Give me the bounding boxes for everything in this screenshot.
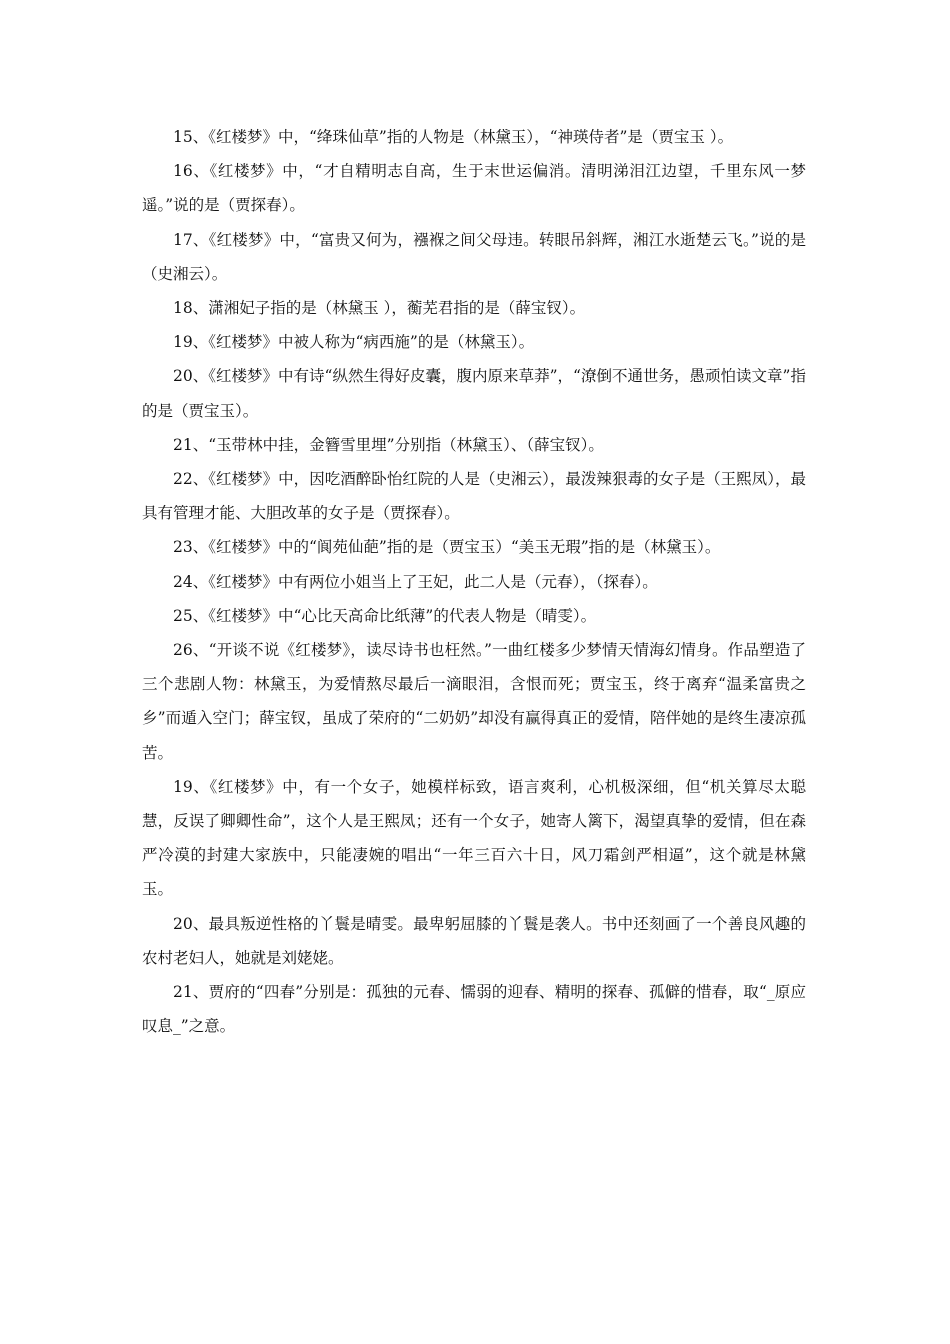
paragraph-16-tanchun: 16、《红楼梦》中，“才自精明志自高，生于末世运偏消。清明涕泪江边望，千里东风一梦遥。”说的是（贾探春）。	[142, 162, 806, 215]
paragraph-23-langyuan: 23、《红楼梦》中的“阆苑仙葩”指的是（贾宝玉）“美玉无瑕”指的是（林黛玉）。	[173, 538, 721, 557]
paragraph-19-fengjie-daiyu: 19、《红楼梦》中，有一个女子，她模样标致，语言爽利，心机极深细，但“机关算尽太聪慧，反误了卿卿性命”，这个人是王熙凤；还有一个女子，她寄人篱下，渴望真挚的爱情，但在森严冷漠的封建大家族中，只能凄婉的唱出“一年三百六十日，风刀霜剑严相逼”，这个就是林黛玉。	[142, 777, 806, 899]
paragraph-26-tragedy: 26、“开谈不说《红楼梦》，读尽诗书也枉然。”一曲红楼多少梦情天情海幻情身。作品塑造了三个悲剧人物：林黛玉，为爱情熬尽最后一滴眼泪，含恨而死；贾宝玉，终于离弃“温柔富贵之乡”而遁入空门；薛宝钗，虽成了荣府的“二奶奶”却没有赢得真正的爱情，陪伴她的是终生凄凉孤苦。	[142, 641, 806, 762]
paragraph-24-wangfei: 24、《红楼梦》中有两位小姐当上了王妃，此二人是（元春），（探春）。	[173, 572, 658, 591]
paragraph-18-nicknames: 18、潇湘妃子指的是（林黛玉 ），蘅芜君指的是（薛宝钗）。	[173, 299, 586, 318]
paragraph-20-baoyu-poem: 20、《红楼梦》中有诗“纵然生得好皮囊，腹内原来草莽”，“潦倒不通世务，愚顽怕读文章”指的是（贾宝玉）。	[142, 367, 806, 420]
paragraph-22-characters: 22、《红楼梦》中，因吃酒醉卧怡红院的人是（史湘云），最泼辣狠毒的女子是（王熙凤），最具有管理才能、大胆改革的女子是（贾探春）。	[142, 470, 806, 523]
paragraph-19-bingxishi: 19、《红楼梦》中被人称为“病西施”的是（林黛玉）。	[173, 333, 535, 352]
paragraph-25-qingwen: 25、《红楼梦》中“心比天高命比纸薄”的代表人物是（晴雯）。	[173, 606, 597, 625]
paragraph-17-xiangyun: 17、《红楼梦》中，“富贵又何为，襁褓之间父母违。转眼吊斜辉，湘江水逝楚云飞。”说的是（史湘云）。	[142, 230, 806, 283]
document-body	[142, 120, 806, 1043]
paragraph-21-sichun: 21、贾府的“四春”分别是：孤独的元春、懦弱的迎春、精明的探春、孤僻的惜春，取“_原应叹息_”之意。	[142, 983, 806, 1036]
paragraph-15-jiangzhu: 15、《红楼梦》中，“绛珠仙草”指的人物是（林黛玉），“神瑛侍者”是（贾宝玉 ）。	[173, 128, 734, 146]
paragraph-21-yudai-jinzan: 21、“玉带林中挂，金簪雪里埋”分别指（林黛玉）、（薛宝钗）。	[173, 435, 604, 454]
paragraph-20-maids: 20、最具叛逆性格的丫鬟是晴雯。最卑躬屈膝的丫鬟是袭人。书中还刻画了一个善良风趣的农村老妇人，她就是刘姥姥。	[142, 914, 806, 967]
